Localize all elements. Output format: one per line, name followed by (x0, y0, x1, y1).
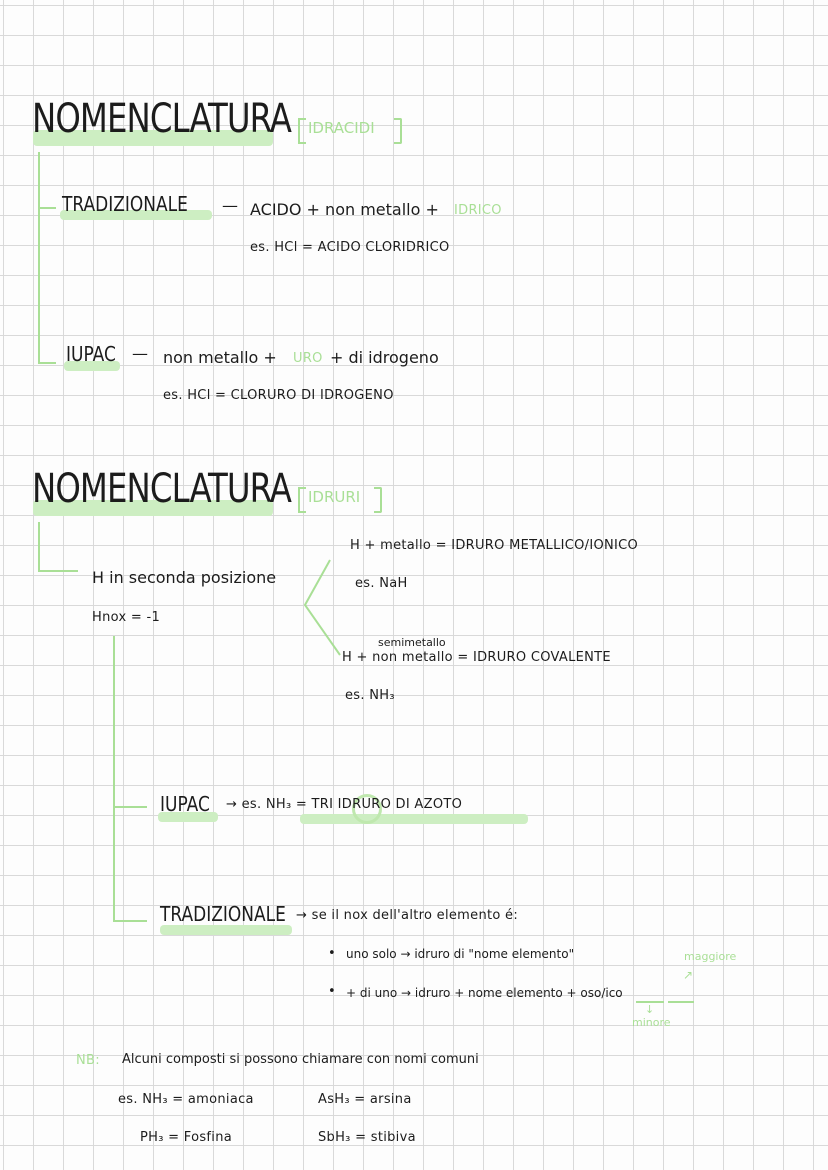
subtitle-bracket-left (298, 118, 306, 144)
branch-metallo-rule: H + metallo = IDRURO METALLICO/IONICO (350, 538, 639, 553)
h-nox: Hnox = -1 (92, 610, 161, 625)
branch-nonmetallo-rule: H + non metallo = IDRURO COVALENTE (342, 650, 611, 665)
arrow-down-icon: ↓ (645, 1003, 655, 1016)
page-title-idracidi: NOMENCLATURA (32, 96, 292, 142)
nb-sbh3: SbH₃ = stibiva (318, 1130, 416, 1145)
bullet-piu-di-uno: + di uno → idruro + nome elemento + oso/ico (346, 986, 623, 1000)
bullet-dot: • (328, 984, 336, 999)
h-position: H in seconda posizione (92, 568, 277, 587)
tree-vertical-line (113, 636, 115, 922)
tree-vertical-line (38, 522, 40, 572)
tree-branch (38, 570, 78, 572)
label-tradizionale-idruri: TRADIZIONALE (160, 902, 286, 926)
rule-iupac-end: + di idrogeno (330, 348, 439, 367)
tree-branch-iupac (113, 806, 147, 808)
tradizionale-rule: → se il nox dell'altro elemento é: (296, 908, 519, 923)
label-highlight (160, 925, 292, 935)
bullet-dot: • (328, 946, 336, 961)
example-tradizionale: es. HCl = ACIDO CLORIDRICO (250, 240, 450, 255)
label-iupac: IUPAC (66, 342, 116, 366)
text-highlight (300, 814, 528, 824)
label-tradizionale: TRADIZIONALE (62, 192, 188, 216)
bullet-uno-solo: uno solo → idruro di "nome elemento" (346, 947, 575, 961)
subtitle-bracket-right (374, 487, 382, 513)
dash: — (132, 344, 148, 363)
tree-vertical-line (38, 152, 40, 364)
nb-ash3: AsH₃ = arsina (318, 1092, 412, 1107)
fork-bracket (300, 555, 350, 665)
branch-metallo-example: es. NaH (355, 576, 408, 591)
page-title-idruri: NOMENCLATURA (32, 466, 292, 512)
tree-branch-iupac (38, 362, 56, 364)
tree-branch-tradizionale (38, 207, 56, 209)
iupac-example: → es. NH₃ = TRI IDRURO DI AZOTO (226, 797, 463, 812)
rule-iupac: non metallo + (163, 348, 277, 367)
label-iupac-idruri: IUPAC (160, 792, 210, 816)
rule-tradizionale: ACIDO + non metallo + (250, 200, 439, 219)
subtitle-idracidi: IDRACIDI (308, 119, 375, 137)
nb-text: Alcuni composti si possono chiamare con nomi comuni (122, 1052, 479, 1067)
nb-nh3: es. NH₃ = amoniaca (118, 1092, 254, 1107)
example-iupac: es. HCl = CLORURO DI IDROGENO (163, 388, 394, 403)
label-minore: minore (632, 1016, 671, 1029)
nb-ph3: PH₃ = Fosfina (140, 1130, 233, 1145)
dash: — (222, 196, 238, 215)
subtitle-bracket-left (298, 487, 306, 513)
arrow-up-icon: ↗ (683, 968, 694, 982)
branch-nonmetallo-example: es. NH₃ (345, 688, 395, 703)
rule-iupac-suffix: URO (293, 351, 323, 366)
subtitle-idruri: IDRURI (308, 488, 361, 506)
nb-label: NB: (76, 1053, 100, 1068)
underline-ico (668, 1001, 694, 1003)
branch-semimetallo-note: semimetallo (378, 636, 446, 649)
subtitle-bracket-right (394, 118, 402, 144)
tree-branch-tradizionale (113, 920, 147, 922)
rule-tradizionale-suffix: IDRICO (454, 203, 502, 218)
label-maggiore: maggiore (684, 950, 737, 963)
